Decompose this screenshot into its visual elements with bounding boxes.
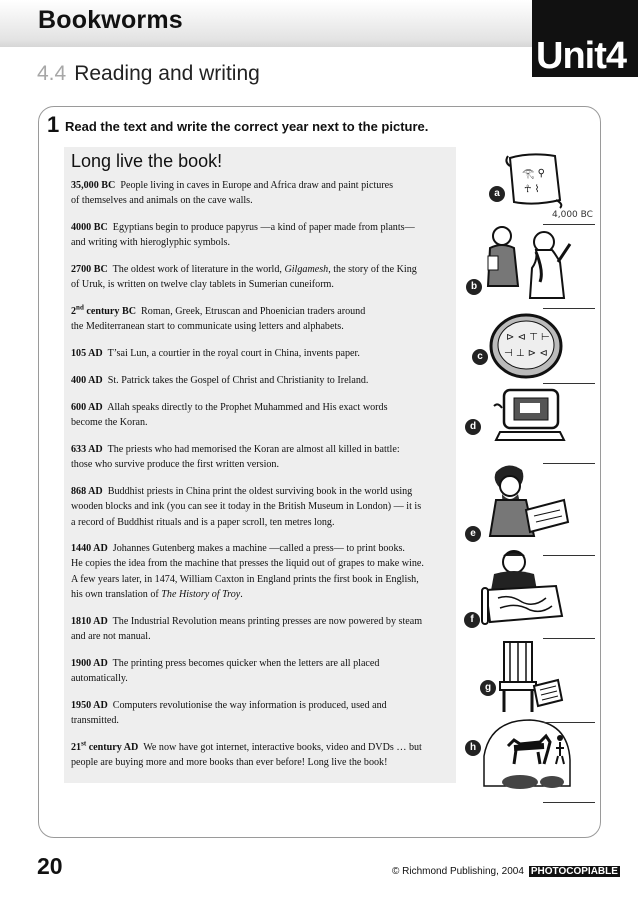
entry-text: wooden blocks and ink (you can see it today in the British Museum in London) — it is xyxy=(71,501,422,513)
entry-text: The Industrial Revolution means printing presses are now powered by steam xyxy=(112,616,423,627)
clay-tablet-picture xyxy=(486,310,566,380)
timeline-entry xyxy=(71,656,451,687)
book-title: The History of Troy xyxy=(161,588,241,600)
entry-year: 633 AD xyxy=(71,444,103,455)
entry-text: and writing with hieroglyphic symbols. xyxy=(71,237,230,249)
picture-letter-a: a xyxy=(489,186,505,202)
cave-painting-picture xyxy=(480,716,574,792)
entry-text: the Mediterranean start to communicate using letters and alphabets. xyxy=(71,321,344,333)
entry-year xyxy=(71,303,136,317)
answer-line-c[interactable] xyxy=(543,383,595,384)
entry-text: People living in caves in Europe and Africa draw and paint pictures xyxy=(120,180,394,191)
timeline-entry xyxy=(71,304,451,335)
answer-line-e[interactable] xyxy=(543,555,595,556)
unit-word: Unit xyxy=(536,35,606,77)
entry-year: 35,000 BC xyxy=(71,180,116,191)
printing-press-picture xyxy=(494,638,566,714)
entry-year: 1810 AD xyxy=(71,616,108,627)
entry-text: , the story of the King xyxy=(328,264,417,275)
entry-year: 4000 BC xyxy=(71,222,108,233)
timeline-entry xyxy=(71,346,451,361)
answer-line-a[interactable] xyxy=(543,224,595,225)
entry-text: Buddhist priests in China print the oldest surviving book in the world using xyxy=(107,486,413,497)
entry-text: We now have got internet, interactive books, video and DVDs … but xyxy=(143,742,422,753)
entry-year: 2700 BC xyxy=(71,264,108,275)
unit-number: 4 xyxy=(605,35,627,77)
svg-text:⊳ ⊲ ⊤ ⊢: ⊳ ⊲ ⊤ ⊢ xyxy=(506,332,550,343)
entry-text: and are not manual. xyxy=(71,631,151,643)
entry-text: people are buying more and more books than ever before! Long live the book! xyxy=(71,757,388,769)
exercise-number: 1 xyxy=(47,112,60,137)
entry-text: T’sai Lun, a courtier in the royal court in China, invents paper. xyxy=(107,348,360,359)
entry-text: automatically. xyxy=(71,673,128,685)
picture-letter-f: f xyxy=(464,612,480,628)
entry-text: The oldest work of literature in the world, xyxy=(112,264,282,275)
timeline-entry xyxy=(71,698,451,729)
gutenberg-picture xyxy=(482,460,570,542)
entry-text: those who survive produce the first written version. xyxy=(71,459,279,471)
year-suffix: st xyxy=(81,739,87,748)
answer-line-h[interactable] xyxy=(543,802,595,803)
picture-letter-g: g xyxy=(480,680,496,696)
entry-text: Allah speaks directly to the Prophet Muhammed and His exact words xyxy=(107,402,388,413)
traders-picture xyxy=(478,222,574,304)
papyrus-scroll-picture xyxy=(500,150,570,212)
written-answer: 4,000 BC xyxy=(552,210,593,220)
timeline-entry xyxy=(71,400,451,431)
entry-text: transmitted. xyxy=(71,715,119,727)
entry-year: 1900 AD xyxy=(71,658,108,669)
svg-text:⊣ ⊥ ⊳ ⊲: ⊣ ⊥ ⊳ ⊲ xyxy=(504,348,548,359)
timeline-entry xyxy=(71,262,451,293)
page-title: Bookworms xyxy=(38,6,183,34)
section-heading xyxy=(37,62,260,86)
article-title: Long live the book! xyxy=(71,151,223,171)
entry-year: 1440 AD xyxy=(71,543,108,554)
timeline-entry xyxy=(71,178,451,209)
entry-year: 868 AD xyxy=(71,486,103,497)
entry-text: of Uruk, is written on twelve clay tablets in Sumerian cuneiform. xyxy=(71,279,334,291)
section-title: Reading and writing xyxy=(74,62,260,85)
entry-year: 105 AD xyxy=(71,348,103,359)
answer-line-b[interactable] xyxy=(543,308,595,309)
picture-letter-b: b xyxy=(466,279,482,295)
entry-text: . xyxy=(240,588,243,600)
entry-text: Computers revolutionise the way information is produced, used and xyxy=(112,700,387,711)
section-number: 4.4 xyxy=(37,62,67,85)
year-suffix: nd xyxy=(76,303,84,312)
entry-year: 1950 AD xyxy=(71,700,108,711)
timeline-entry xyxy=(71,442,451,473)
year-rest: century BC xyxy=(86,306,136,317)
buddhist-scroll-picture xyxy=(480,548,570,626)
book-title: Gilgamesh xyxy=(284,264,329,275)
entry-text: his own translation of xyxy=(71,588,159,600)
svg-text:𓂀 ⚲: 𓂀 ⚲ xyxy=(522,168,545,179)
unit-label xyxy=(536,35,626,78)
entry-text: Egyptians begin to produce papyrus —a kind of paper made from plants— xyxy=(112,222,415,233)
entry-text: St. Patrick takes the Gospel of Christ and Christianity to Ireland. xyxy=(107,375,369,386)
answer-line-f[interactable] xyxy=(543,638,595,639)
entry-text: of themselves and animals on the cave walls. xyxy=(71,195,253,207)
timeline-entry xyxy=(71,541,451,602)
computer-picture xyxy=(490,386,570,442)
footer-copyright xyxy=(392,866,620,877)
entry-text: a record of Buddhist rituals and is a paper scroll, ten metres long. xyxy=(71,516,335,528)
timeline-entry xyxy=(71,484,451,530)
picture-letter-e: e xyxy=(465,526,481,542)
year-number: 2 xyxy=(71,306,77,317)
entry-text: become the Koran. xyxy=(71,417,148,429)
exercise-instruction: Read the text and write the correct year next to the picture. xyxy=(65,119,429,134)
entry-text: Roman, Greek, Etruscan and Phoenician traders around xyxy=(141,306,366,317)
entry-year: 400 AD xyxy=(71,375,103,386)
entry-year: 600 AD xyxy=(71,402,103,413)
picture-letter-c: c xyxy=(472,349,488,365)
entry-text: Johannes Gutenberg makes a machine —called a press— to print books. xyxy=(112,543,405,554)
timeline-entry xyxy=(71,373,451,388)
entry-text: The printing press becomes quicker when the letters are all placed xyxy=(112,658,380,669)
entry-text: A few years later, in 1474, William Caxton in England prints the first book in English, xyxy=(71,573,419,585)
year-rest: century AD xyxy=(88,742,139,753)
svg-text:☥ ⌇: ☥ ⌇ xyxy=(524,184,540,195)
picture-letter-d: d xyxy=(465,419,481,435)
page-number: 20 xyxy=(37,853,63,879)
entry-year xyxy=(71,739,139,753)
timeline-entry xyxy=(71,614,451,645)
answer-line-d[interactable] xyxy=(543,463,595,464)
timeline-entry xyxy=(71,220,451,251)
entry-text: He copies the idea from the machine that presses the liquid out of grapes to make wine. xyxy=(71,558,424,570)
year-number: 21 xyxy=(71,742,82,753)
timeline-entry xyxy=(71,740,451,771)
picture-letter-h: h xyxy=(465,740,481,756)
answer-line-g[interactable] xyxy=(543,722,595,723)
copyright-text: © Richmond Publishing, 2004 xyxy=(392,866,524,877)
entry-text: The priests who had memorised the Koran are almost all killed in battle: xyxy=(107,444,400,455)
photocopiable-badge: PHOTOCOPIABLE xyxy=(530,866,618,877)
